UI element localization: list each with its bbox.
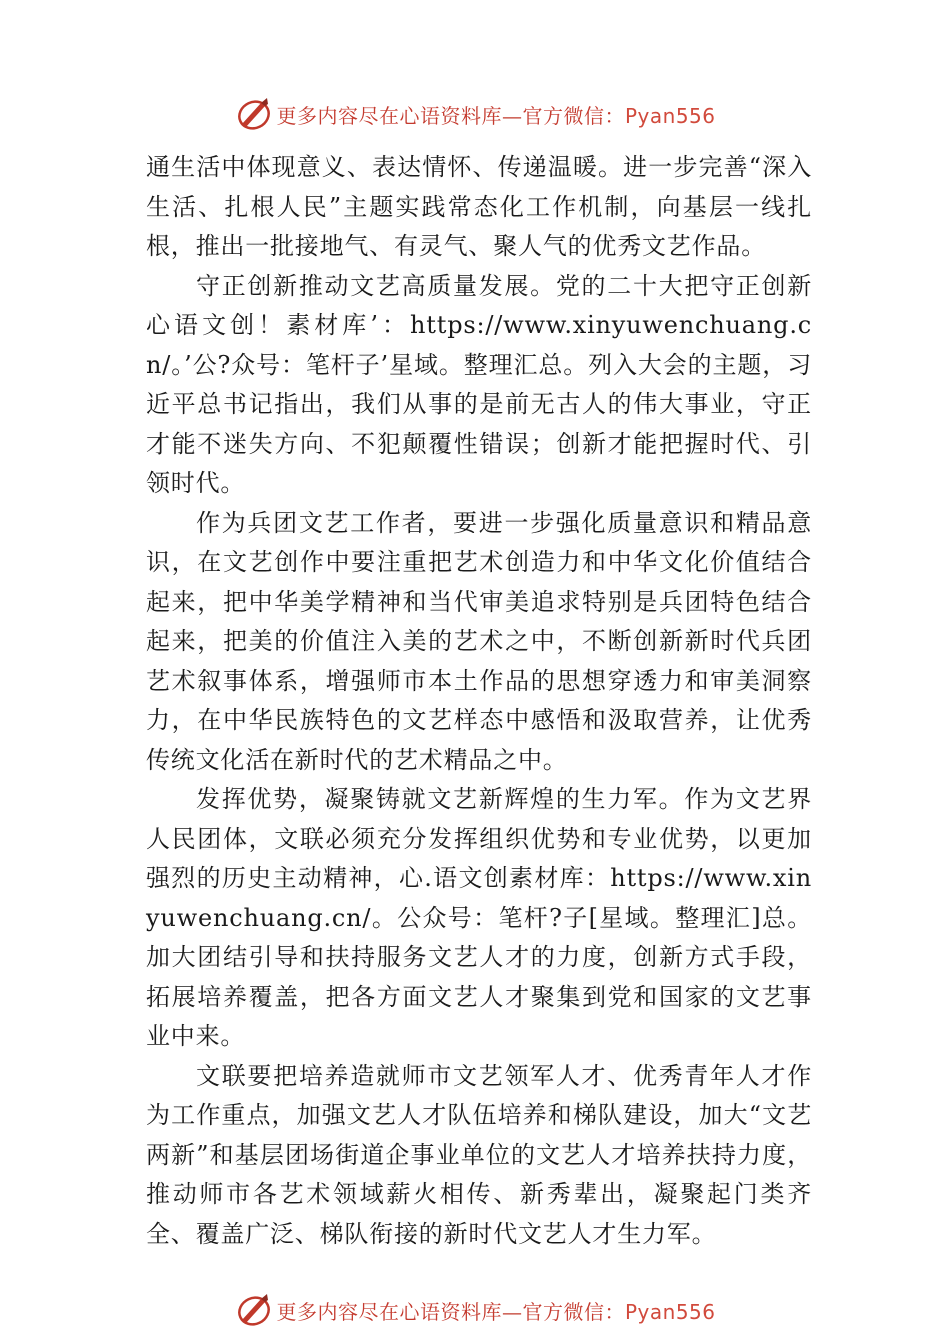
header-banner-dash: — [501, 103, 523, 128]
paragraph: 发挥优势，凝聚铸就文艺新辉煌的生力军。作为文艺界人民团体，文联必须充分发挥组织优势和专业优势，以更加强烈的历史主动精神，心.语文创素材库：https://www.xinyuwenchuang.cn/。公众号：笔杆?子[星域。整理汇]总。加大团结引导和扶持服务文艺人才的力度，创新方式手段，拓展培养覆盖，把各方面文艺人才聚集到党和国家的文艺事业中来。 [146, 785, 812, 1050]
header-banner [0, 94, 950, 134]
footer-banner-dash: — [501, 1299, 523, 1324]
footer-banner-wechat-label: 官方微信： [522, 1299, 625, 1324]
paragraph: 文联要把培养造就师市文艺领军人才、优秀青年人才作为工作重点，加强文艺人才队伍培养和梯队建设，加大“文艺两新”和基层团场街道企事业单位的文艺人才培养扶持力度，推动师市各艺术领域薪火相传、新秀辈出，凝聚起门类齐全、覆盖广泛、梯队衔接的新时代文艺人才生力军。 [146, 1061, 812, 1248]
paragraph: 作为兵团文艺工作者，要进一步强化质量意识和精品意识，在文艺创作中要注重把艺术创造力和中华文化价值结合起来，把中华美学精神和当代审美追求特别是兵团特色结合起来，把美的价值注入美的艺术之中，不断创新新时代兵团艺术叙事体系，增强师市本土作品的思想穿透力和审美洞察力，在中华民族特色的文艺样态中感悟和汲取营养，让优秀传统文化活在新时代的艺术精品之中。 [146, 508, 812, 774]
document-body [146, 148, 812, 1254]
footer-banner [0, 1290, 950, 1330]
header-banner-wechat-label: 官方微信： [522, 103, 625, 128]
footer-banner-text [276, 1296, 715, 1325]
pen-logo-icon [234, 94, 274, 134]
footer-banner-title: 更多内容尽在心语资料库 [276, 1299, 502, 1324]
header-banner-wechat-id: Pyan556 [624, 103, 716, 128]
header-banner-text [276, 100, 715, 129]
footer-banner-wechat-id: Pyan556 [624, 1299, 716, 1324]
header-banner-title: 更多内容尽在心语资料库 [276, 103, 502, 128]
paragraph: 通生活中体现意义、表达情怀、传递温暖。进一步完善“深入生活、扎根人民”主题实践常态化工作机制，向基层一线扎根，推出一批接地气、有灵气、聚人气的优秀文艺作品。 [146, 153, 812, 260]
paragraph: 守正创新推动文艺高质量发展。党的二十大把守正创新心语文创！素材库’：https://www.xinyuwenchuang.cn/。’公?众号：笔杆子’星域。整理汇总。列入大会的主题，习近平总书记指出，我们从事的是前无古人的伟大事业，守正才能不迷失方向、不犯颠覆性错误；创新才能把握时代、引领时代。 [146, 271, 812, 497]
pen-logo-icon [234, 1290, 274, 1330]
